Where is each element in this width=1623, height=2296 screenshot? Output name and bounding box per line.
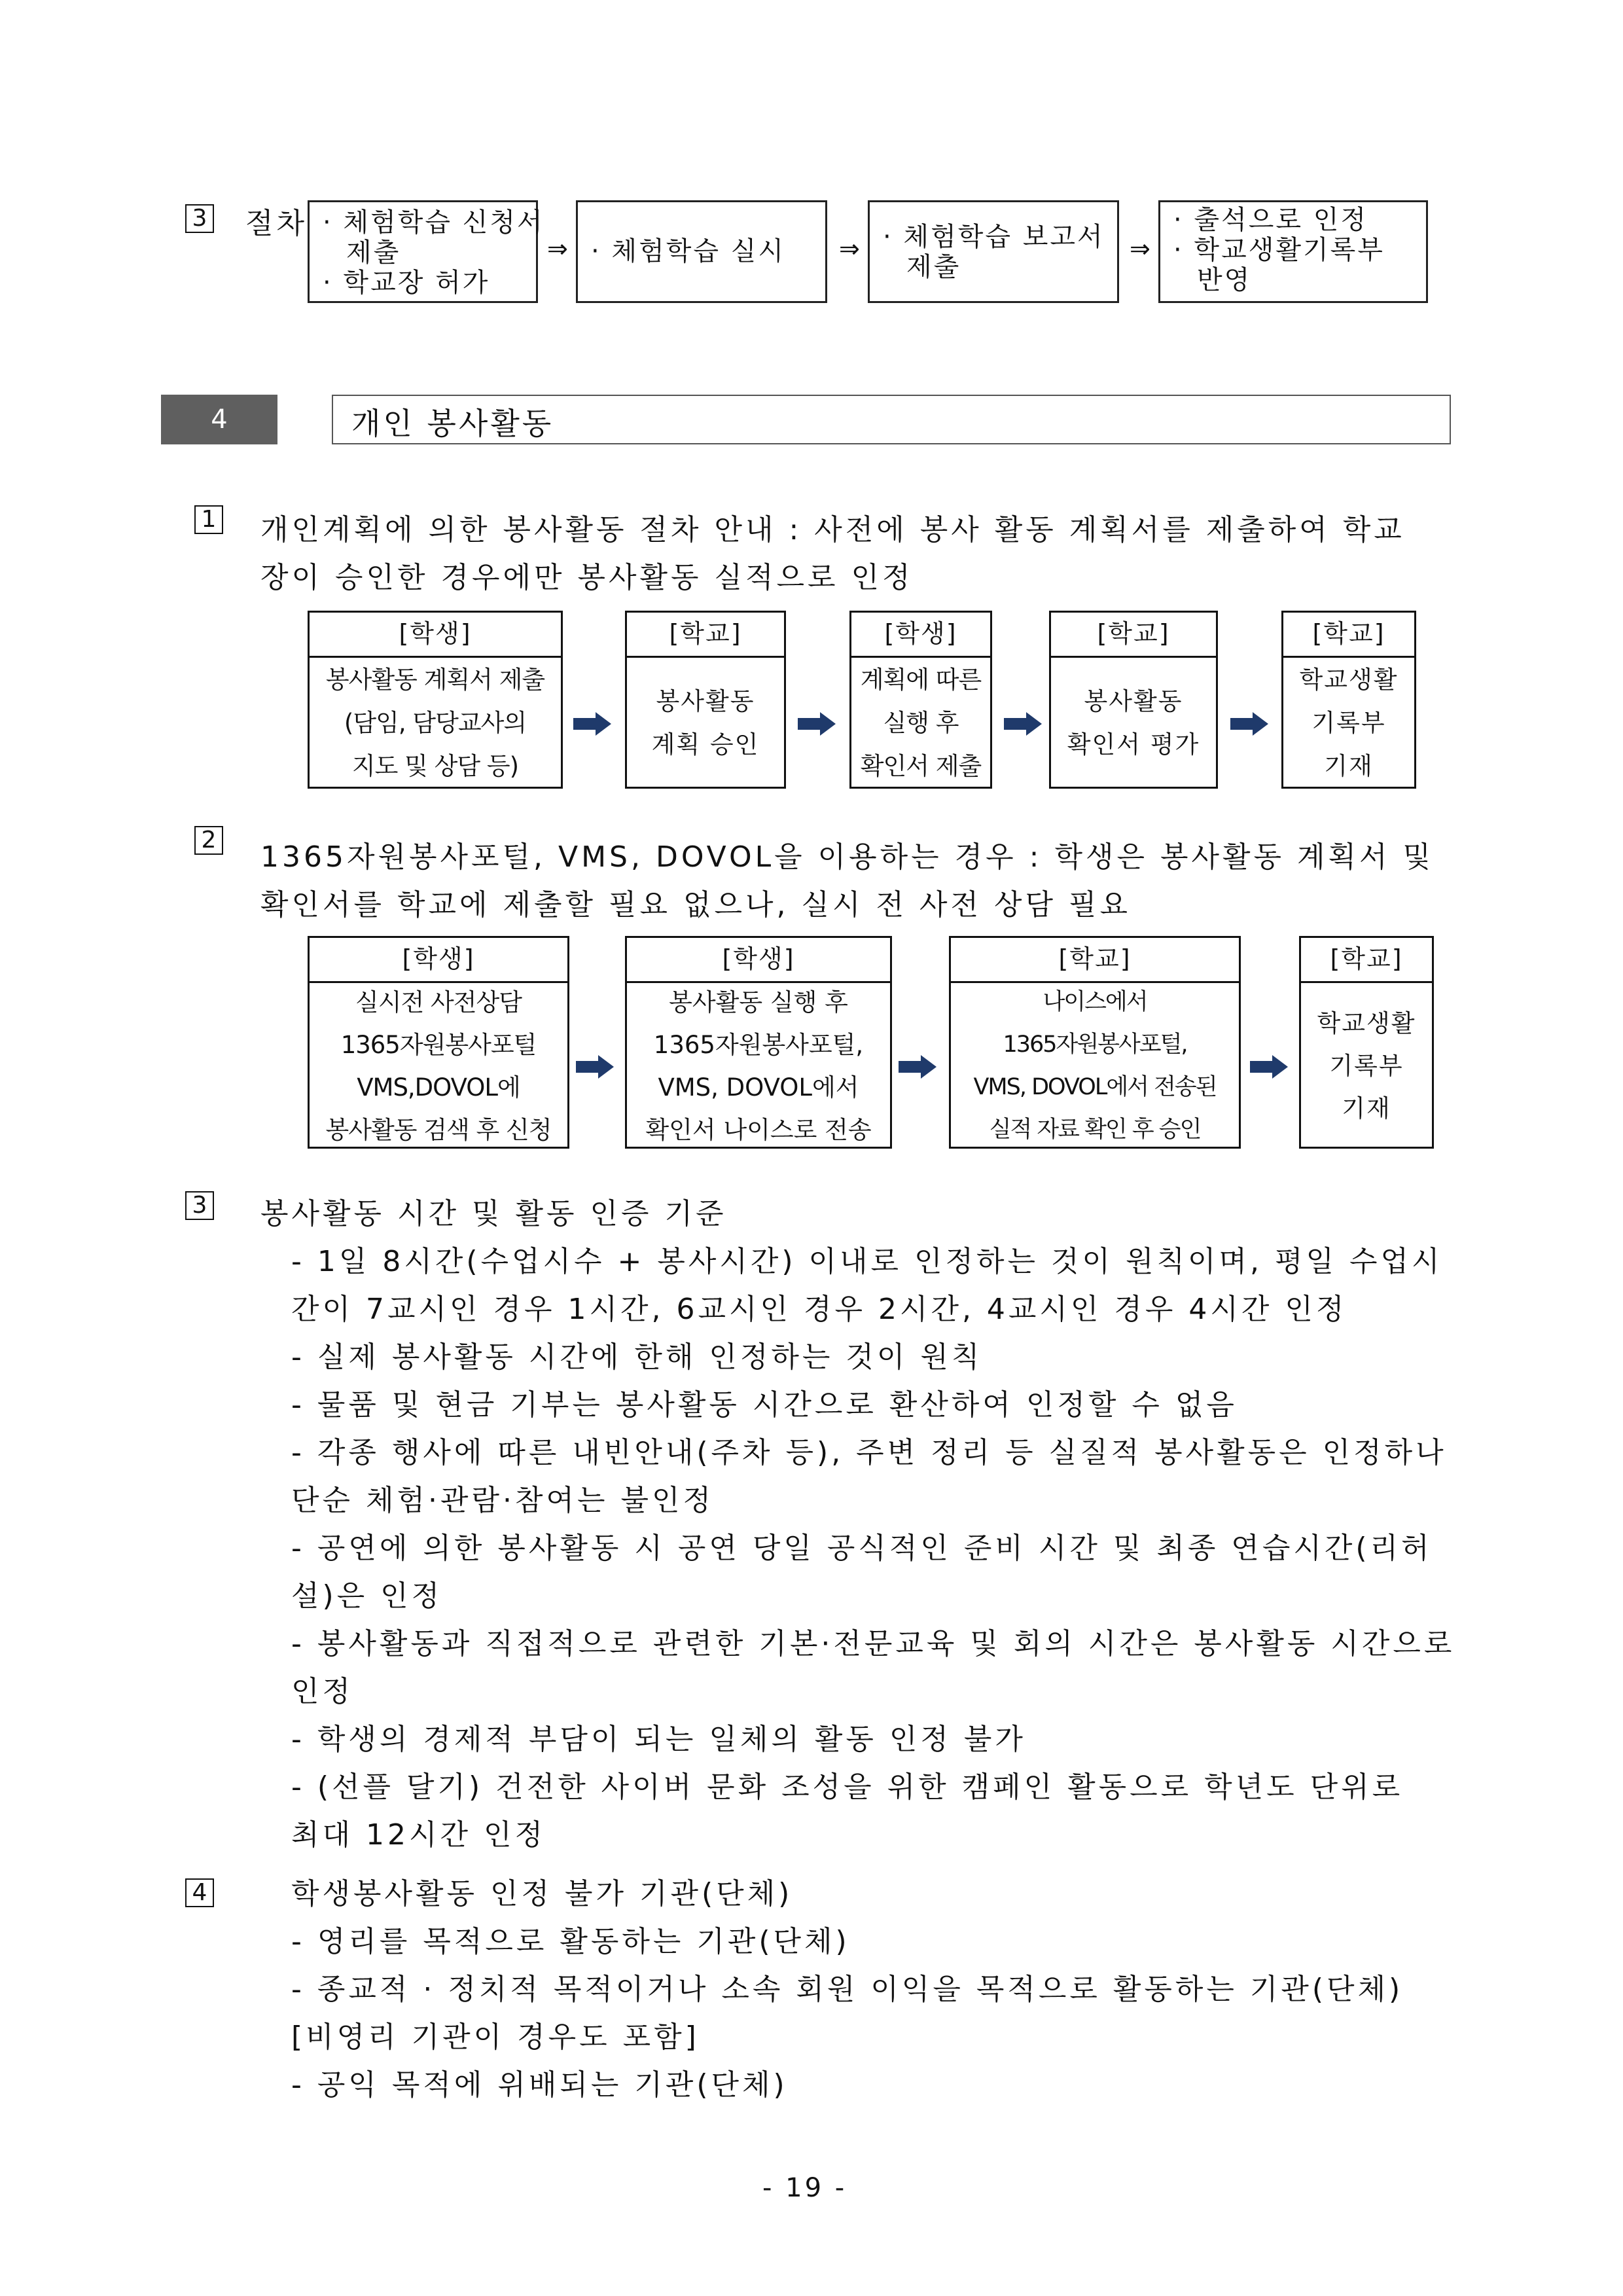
item1-flow-box-5 [1281,611,1416,789]
item1-flow-box-1 [308,611,563,789]
arrow-right-icon [1004,712,1042,736]
item3-line: - 물품 및 현금 기부는 봉사활동 시간으로 환산하여 인정할 수 없음 [291,1388,1238,1422]
arrow-right-icon [1250,1055,1288,1079]
page-number: - 19 - [762,2173,847,2203]
item1-flow-body: 봉사활동 계획 승인 [651,687,760,759]
section-title-box [332,395,1451,444]
item4-line: - 공익 목적에 위배되는 기관(단체) [291,2068,788,2102]
item3-line: - 학생의 경제적 부담이 되는 일체의 활동 인정 불가 [291,1723,1026,1756]
item3-line: 단순 체험·관람·참여는 불인정 [291,1484,714,1517]
procedure-step-2-line: · 체험학습 실시 [591,236,785,266]
item3-line: 인정 [291,1675,354,1708]
item2-line1: 1365자원봉사포털, VMS, DOVOL을 이용하는 경우 : 학생은 봉사활동 계획서 및 [260,840,1434,874]
item1-number: 1 [194,505,223,534]
item1-flow-header: [학생] [310,613,561,658]
item1-flow-header: [학교] [627,613,784,658]
item3-title: 봉사활동 시간 및 활동 인증 기준 [260,1197,727,1230]
procedure-step-1-line: · 학교장 허가 [323,268,490,298]
item1-flow-body: 봉사활동 계획서 제출 (담임, 담당교사의 지도 및 상담 등) [325,666,545,780]
arrow-right-icon [798,712,836,736]
item3-line: 간이 7교시인 경우 1시간, 6교시인 경우 2시간, 4교시인 경우 4시간 인정 [291,1293,1347,1326]
item1-line1: 개인계획에 의한 봉사활동 절차 안내 : 사전에 봉사 활동 계획서를 제출하여 학교 [260,513,1405,547]
procedure-step-4 [1158,200,1428,303]
item1-flow-box-3 [849,611,992,789]
procedure-label: 절차 [245,207,308,240]
item2-flow-body: 실시전 사전상담 1365자원봉사포털 VMS,DOVOL에 봉사활동 검색 후 신청 [325,988,552,1144]
procedure-step-1-line: · 체험학습 신청서 [323,207,544,238]
section-number-badge: 4 [161,395,277,444]
item3-line: - 공연에 의한 봉사활동 시 공연 당일 공식적인 준비 시간 및 최종 연습시간(리허 [291,1532,1433,1565]
procedure-step-4-line: · 출석으로 인정 [1173,205,1368,235]
procedure-arrow-2: ⇒ [839,234,860,263]
item2-flow-box-1 [308,936,569,1149]
item3-line: - 1일 8시간(수업시수 + 봉사시간) 이내로 인정하는 것이 원칙이며, 평일 수업시 [291,1245,1443,1278]
procedure-step-4-line: 반영 [1197,265,1252,295]
item1-flow-header: [학교] [1283,613,1414,658]
item2-flow-header: [학생] [310,938,567,983]
item2-flow-header: [학교] [951,938,1239,983]
item2-flow-header: [학교] [1301,938,1432,983]
procedure-step-3 [868,200,1119,303]
item2-flow-body: 학교생활 기록부 기재 [1317,1009,1416,1122]
procedure-step-3-line: 제출 [906,252,961,282]
item3-line: - (선플 달기) 건전한 사이버 문화 조성을 위한 캠페인 활동으로 학년도 단위로 [291,1770,1404,1804]
item3-line: - 각종 행사에 따른 내빈안내(주차 등), 주변 정리 등 실질적 봉사활동은 인정하나 [291,1436,1447,1469]
item4-line: - 영리를 목적으로 활동하는 기관(단체) [291,1925,850,1958]
item4-line: [비영리 기관이 경우도 포함] [291,2020,700,2054]
item3-line: - 실제 봉사활동 시간에 한해 인정하는 것이 원칙 [291,1340,983,1374]
arrow-right-icon [1230,712,1268,736]
item1-line2: 장이 승인한 경우에만 봉사활동 실적으로 인정 [260,561,914,594]
item1-flow-body: 봉사활동 확인서 평가 [1067,687,1200,759]
arrow-right-icon [899,1055,936,1079]
item1-flow-box-4 [1049,611,1218,789]
procedure-step-1-line: 제출 [346,238,401,268]
procedure-step-2 [576,200,827,303]
item1-flow-body: 계획에 따른 실행 후 확인서 제출 [860,666,982,780]
item1-flow-header: [학교] [1051,613,1216,658]
item2-flow-box-2 [625,936,892,1149]
item3-line: 설)은 인정 [291,1579,443,1613]
arrow-right-icon [576,1055,614,1079]
item3-number: 3 [185,1191,214,1220]
item3-line: 최대 12시간 인정 [291,1818,546,1852]
item2-flow-header: [학생] [627,938,890,983]
item2-flow-box-4 [1299,936,1434,1149]
item4-line: - 종교적 · 정치적 목적이거나 소속 회원 이익을 목적으로 활동하는 기관(단체) [291,1973,1404,2006]
procedure-step-1 [308,200,544,303]
procedure-step-4-line: · 학교생활기록부 [1173,235,1385,265]
procedure-step-3-line: · 체험학습 보고서 [883,222,1105,252]
procedure-arrow-3: ⇒ [1130,234,1150,263]
section-title: 개인 봉사활동 [351,406,554,441]
item1-flow-box-2 [625,611,786,789]
arrow-right-icon [573,712,611,736]
item2-flow-body: 나이스에서 1365자원봉사포털, VMS, DOVOL에서 전송된 실적 자료 확인 후 승인 [973,988,1217,1143]
procedure-arrow-1: ⇒ [547,234,568,263]
procedure-number: 3 [185,204,214,233]
item3-line: - 봉사활동과 직접적으로 관련한 기본·전문교육 및 회의 시간은 봉사활동 시간으로 [291,1627,1455,1660]
item1-flow-header: [학생] [851,613,990,658]
item4-number: 4 [185,1878,214,1907]
item2-number: 2 [194,826,223,855]
item1-flow-body: 학교생활 기록부 기재 [1299,666,1399,780]
item2-flow-box-3 [949,936,1241,1149]
item2-flow-body: 봉사활동 실행 후 1365자원봉사포털, VMS, DOVOL에서 확인서 나이스로 전송 [645,988,872,1144]
item4-title: 학생봉사활동 인정 불가 기관(단체) [291,1877,793,1910]
item2-line2: 확인서를 학교에 제출할 필요 없으나, 실시 전 사전 상담 필요 [260,888,1131,922]
